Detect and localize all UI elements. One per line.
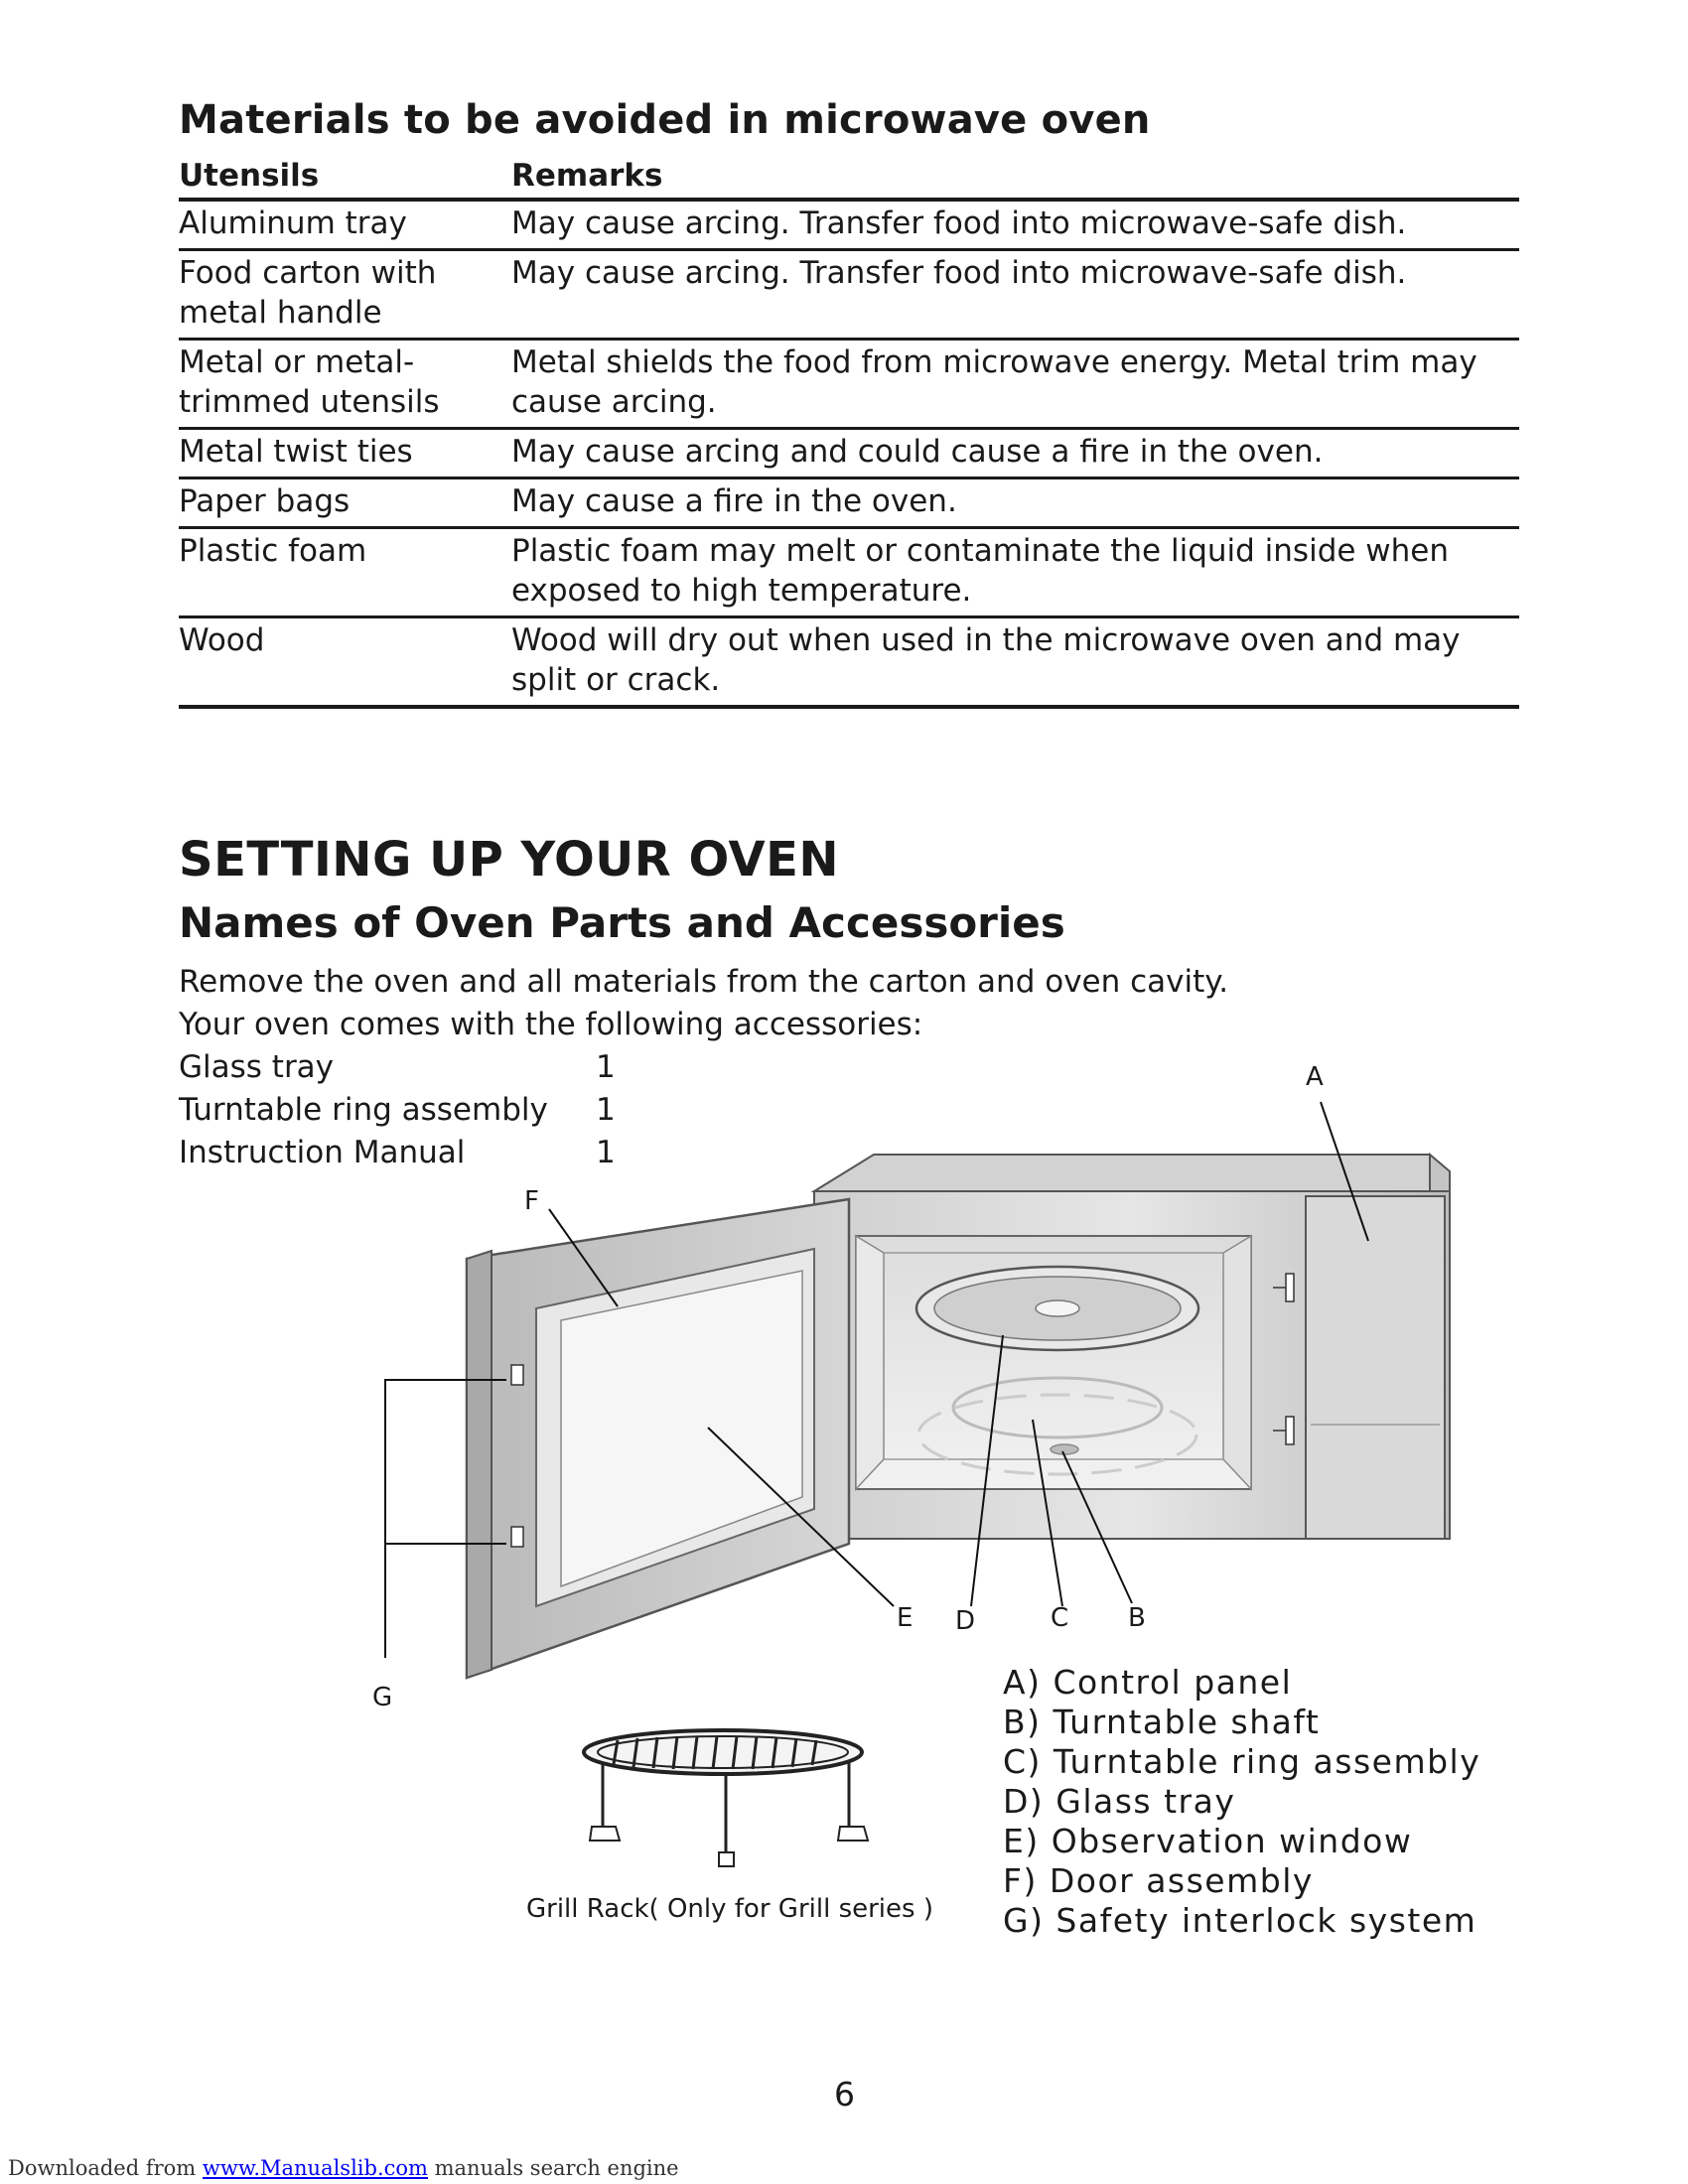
utensil-cell: Paper bags [179, 478, 511, 528]
accessory-name: Instruction Manual [179, 1135, 466, 1170]
remark-cell: May cause arcing. Transfer food into microwave-safe dish. [511, 200, 1519, 250]
column-header-utensils: Utensils [179, 156, 511, 200]
parts-subheading: Names of Oven Parts and Accessories [179, 898, 1065, 947]
footer-prefix: Downloaded from [8, 2156, 203, 2180]
utensil-cell: Aluminum tray [179, 200, 511, 250]
utensil-cell: Metal twist ties [179, 429, 511, 478]
intro-line-2: Your oven comes with the following accessories: [179, 1007, 923, 1042]
page-number: 6 [834, 2075, 855, 2114]
materials-heading: Materials to be avoided in microwave oven [179, 97, 1151, 143]
utensil-cell: Plastic foam [179, 528, 511, 617]
utensil-cell: Food carton with metal handle [179, 250, 511, 340]
label-c: C [1051, 1603, 1069, 1633]
download-footer [8, 2156, 679, 2180]
setup-heading: SETTING UP YOUR OVEN [179, 832, 840, 887]
intro-line-1: Remove the oven and all materials from the carton and oven cavity. [179, 964, 1229, 1000]
grill-rack [584, 1730, 868, 1866]
utensil-cell: Metal or metal-trimmed utensils [179, 340, 511, 429]
glass-tray [916, 1267, 1198, 1350]
label-a: A [1306, 1062, 1324, 1092]
remark-cell: Wood will dry out when used in the microwave oven and may split or crack. [511, 617, 1519, 708]
remark-cell: May cause a fire in the oven. [511, 478, 1519, 528]
utensil-cell: Wood [179, 617, 511, 708]
remark-cell: Metal shields the food from microwave energy. Metal trim may cause arcing. [511, 340, 1519, 429]
accessory-qty: 1 [596, 1049, 616, 1085]
label-e: E [897, 1603, 914, 1633]
accessory-name: Glass tray [179, 1049, 335, 1085]
oven-door [467, 1199, 849, 1678]
label-b: B [1128, 1603, 1146, 1633]
legend-item: A) Control panel [1003, 1663, 1293, 1702]
manualslib-link[interactable]: www.Manualslib.com [202, 2156, 428, 2180]
remark-cell: May cause arcing. Transfer food into microwave-safe dish. [511, 250, 1519, 340]
accessory-qty: 1 [596, 1092, 616, 1128]
column-header-remarks: Remarks [511, 156, 1519, 200]
accessory-name: Turntable ring assembly [179, 1092, 548, 1128]
legend-item: D) Glass tray [1003, 1782, 1236, 1821]
label-d: D [955, 1606, 976, 1636]
legend-item: G) Safety interlock system [1003, 1901, 1477, 1940]
legend-item: C) Turntable ring assembly [1003, 1742, 1481, 1781]
remark-cell: Plastic foam may melt or contaminate the liquid inside when exposed to high temperature. [511, 528, 1519, 617]
label-f: F [524, 1186, 539, 1216]
legend-item: B) Turntable shaft [1003, 1703, 1321, 1741]
accessory-qty: 1 [596, 1135, 616, 1170]
label-g: G [372, 1683, 393, 1712]
legend-item: F) Door assembly [1003, 1861, 1314, 1900]
legend-item: E) Observation window [1003, 1822, 1413, 1860]
remark-cell: May cause arcing and could cause a fire in the oven. [511, 429, 1519, 478]
footer-suffix: manuals search engine [427, 2156, 679, 2180]
grill-rack-caption: Grill Rack( Only for Grill series ) [526, 1894, 933, 1924]
